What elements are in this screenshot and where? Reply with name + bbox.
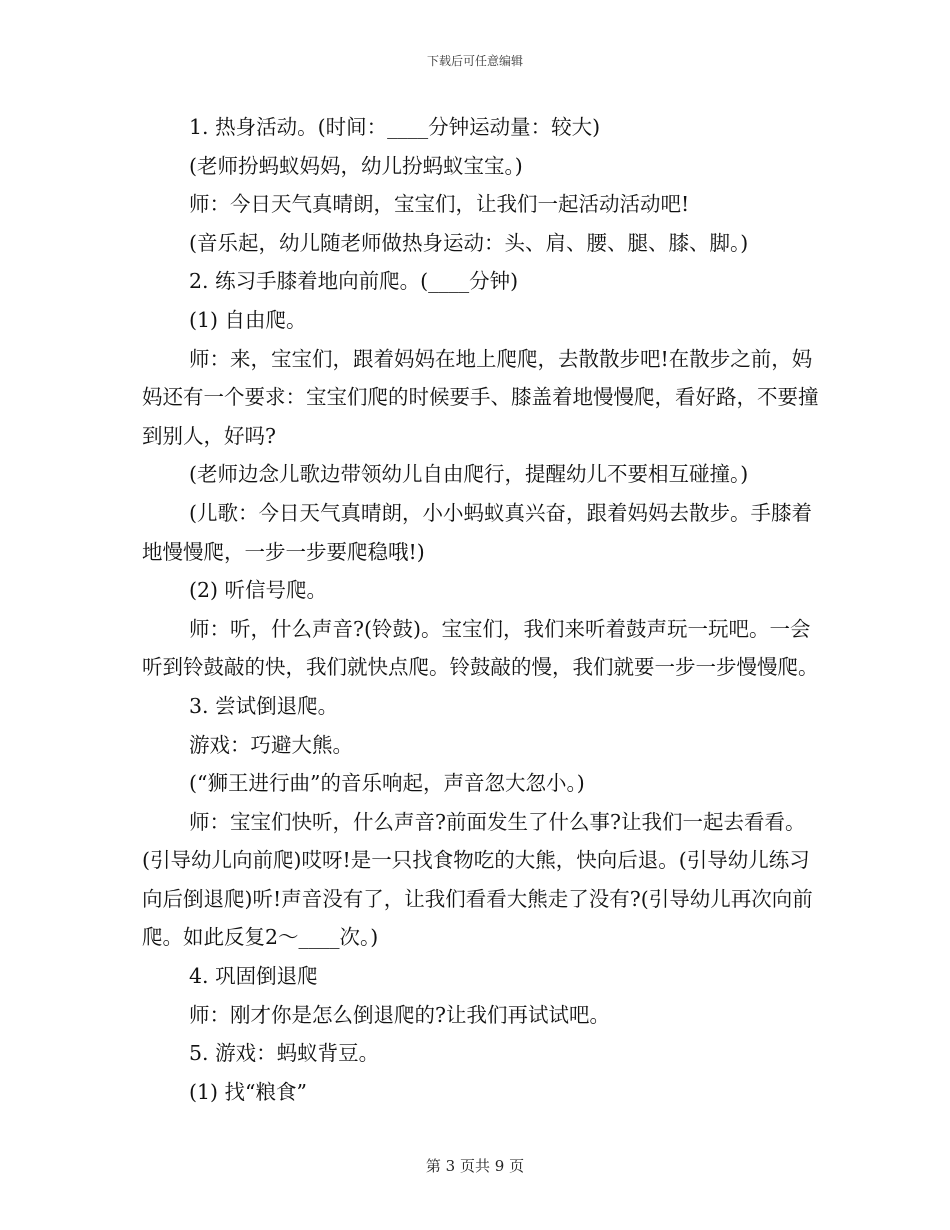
paragraph: 师：宝宝们快听，什么声音?前面发生了什么事?让我们一起去看看。(引导幼儿向前爬)哎呀!是一只找食物吃的大熊，快向后退。(引导幼儿练习向后倒退爬)听!声音没有了，让我们看看大熊走了没有?(引导幼儿再次向前爬。如此反复2～____次。) — [142, 809, 813, 950]
section-heading: 4. 巩固倒退爬 — [189, 964, 318, 989]
section-heading: 3. 尝试倒退爬。 — [189, 693, 339, 718]
paragraph: 师：刚才你是怎么倒退爬的?让我们再试试吧。 — [189, 1002, 610, 1027]
page-footer: 第 3 页共 9 页 — [425, 1157, 525, 1175]
section-heading: 1. 热身活动。(时间：____分钟运动量：较大) — [189, 115, 601, 139]
paragraph: (儿歌：今日天气真晴朗，小小蚂蚁真兴奋，跟着妈妈去散步。手膝着地慢慢爬，一步一步要爬稳哦!) — [142, 500, 812, 564]
subsection-heading: (1) 自由爬。 — [189, 307, 307, 332]
paragraph: (音乐起，幼儿随老师做热身运动：头、肩、腰、腿、膝、脚。) — [189, 230, 749, 255]
paragraph: 师：听，什么声音?(铃鼓)。宝宝们，我们来听着鼓声玩一玩吧。一会听到铃鼓敲的快，我们就快点爬。铃鼓敲的慢，我们就要一步一步慢慢爬。 — [142, 616, 819, 680]
section-heading: 2. 练习手膝着地向前爬。(____分钟) — [189, 269, 519, 294]
paragraph: 师：来，宝宝们，跟着妈妈在地上爬爬，去散散步吧!在散步之前，妈妈还有一个要求：宝宝们爬的时候要手、膝盖着地慢慢爬，看好路，不要撞到别人，好吗? — [142, 346, 819, 448]
paragraph: 游戏：巧避大熊。 — [189, 732, 353, 757]
paragraph: (老师扮蚂蚁妈妈，幼儿扮蚂蚁宝宝。) — [189, 153, 523, 178]
paragraph: (“狮王进行曲”的音乐响起，声音忽大忽小。) — [189, 771, 585, 796]
document-body — [142, 108, 824, 1111]
subsection-heading: (2) 听信号爬。 — [189, 578, 328, 603]
page-header: 下载后可任意编辑 — [426, 54, 523, 68]
paragraph: (老师边念儿歌边带领幼儿自由爬行，提醒幼儿不要相互碰撞。) — [189, 462, 749, 487]
paragraph: 师：今日天气真晴朗，宝宝们，让我们一起活动活动吧! — [189, 192, 690, 217]
subsection-heading: (1) 找“粮食” — [189, 1079, 308, 1104]
section-heading: 5. 游戏：蚂蚁背豆。 — [189, 1041, 380, 1066]
